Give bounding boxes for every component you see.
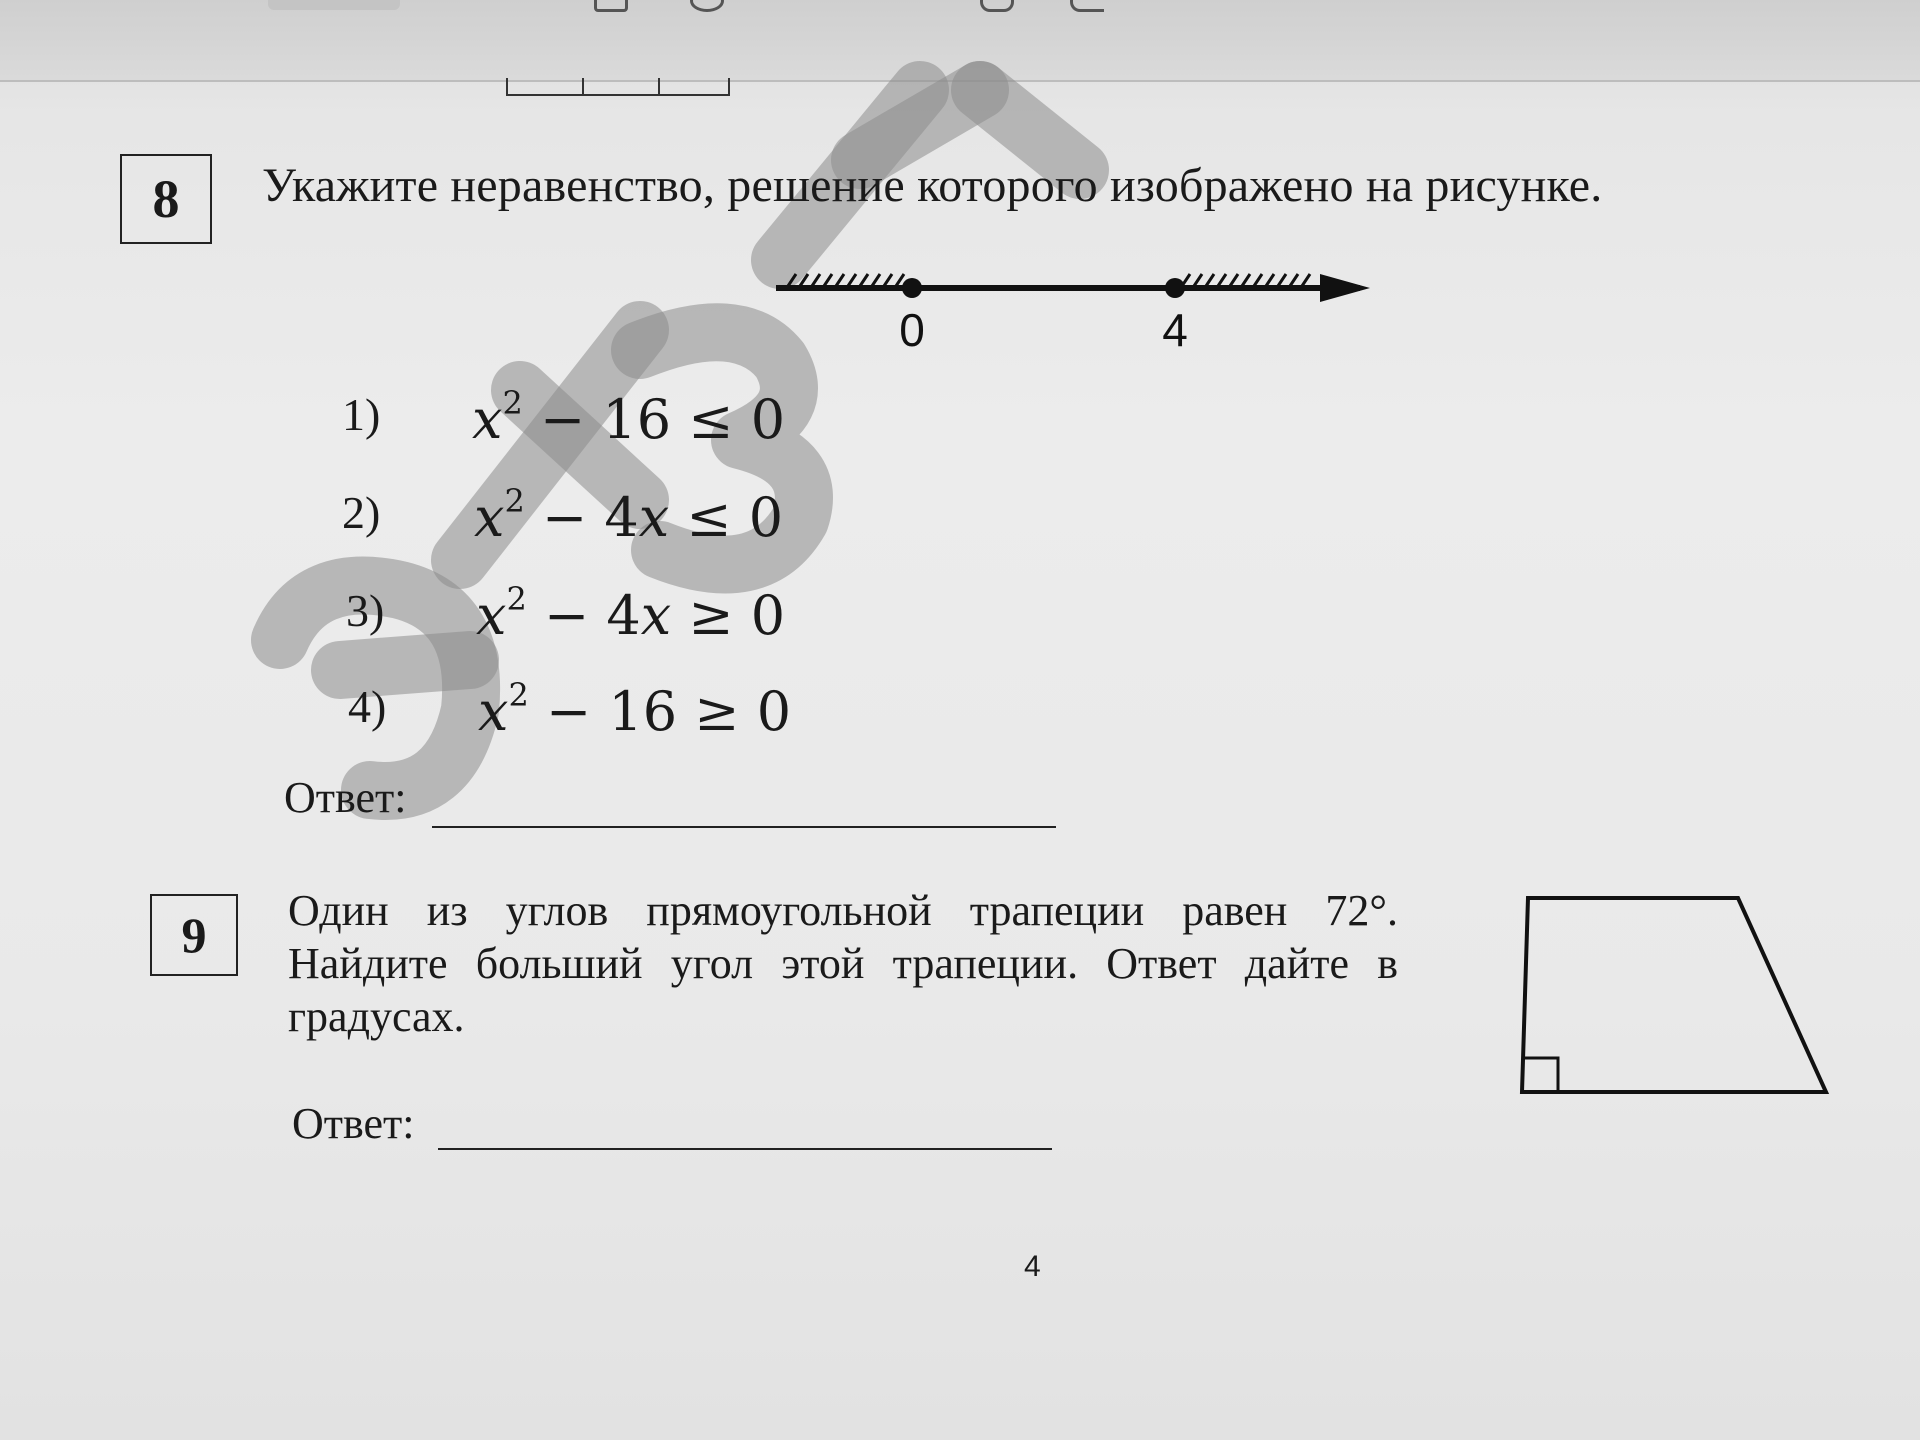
option-3-label: 3) [346,585,385,636]
option-2-label: 2) [342,487,381,538]
undo-icon[interactable] [690,0,724,12]
option-4-power: 2 [508,676,529,714]
point-4-dot [1165,278,1185,298]
option-4-label: 4) [348,681,387,732]
option-2-var2: x [638,486,670,549]
option-2-var: x [474,486,505,549]
point-0-dot [902,278,922,298]
task-9-answer-label: Ответ: [292,1099,415,1148]
point-0-label: 0 [899,304,925,356]
task-9-question: Один из углов прямоугольной трапеции равен 72°. Найдите больший угол этой трапеции. Ответ дайте в градусах. [288,886,1398,1041]
option-4-expression [478,676,791,743]
option-3-power: 2 [506,580,527,618]
task-8-answer-label: Ответ: [284,773,407,822]
task-number-9: 9 [150,894,238,976]
top-toolbar [0,0,1920,82]
option-3-expression [476,580,785,647]
option-1-rest: − 16 ≤ 0 [522,388,786,451]
option-1-power: 2 [502,384,523,422]
option-1-var: x [472,388,503,451]
task-number-8: 8 [120,154,212,244]
save-icon[interactable] [594,0,628,12]
option-2-coef: − 4 [524,486,639,549]
option-1-expression [472,384,785,451]
point-4-label: 4 [1162,304,1188,356]
trapezoid-figure [1510,890,1836,1100]
page-number: 4 [1024,1250,1041,1283]
option-3-var2: x [640,584,672,647]
previous-answer-grid [506,78,730,96]
task-8-answer-field[interactable] [432,826,1056,828]
option-3-coef: − 4 [526,584,641,647]
option-3-rest: ≥ 0 [671,584,786,647]
right-angle-mark [1522,1058,1558,1092]
option-3-var: x [476,584,507,647]
task-8-question: Укажите неравенство, решение которого изображено на рисунке. [262,159,1603,212]
option-1-label: 1) [342,389,381,440]
toolbar-tab[interactable] [268,0,400,10]
option-4-rest: − 16 ≥ 0 [528,680,792,743]
return-icon[interactable] [1070,0,1104,12]
hatching-left [788,274,904,286]
option-2-expression [474,482,783,549]
number-line-figure [770,250,1390,370]
hatching-right [1182,274,1310,286]
task-9-answer-field[interactable] [438,1148,1052,1150]
option-2-rest: ≤ 0 [669,486,784,549]
redo-icon[interactable] [980,0,1014,12]
option-4-var: x [478,680,509,743]
option-2-power: 2 [504,482,525,520]
